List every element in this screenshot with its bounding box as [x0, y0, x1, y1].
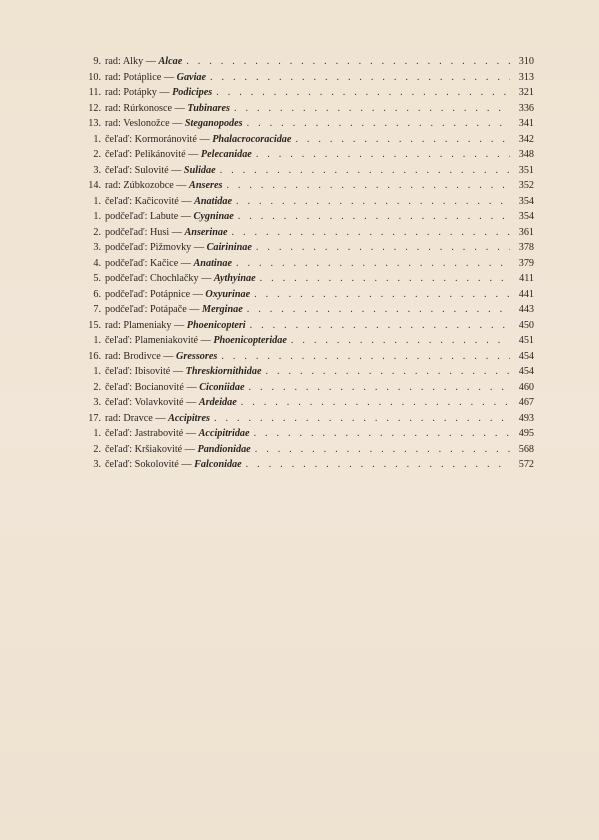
entry-latin-name: Podicipes — [172, 87, 213, 98]
entry-rank: čeľaď: — [105, 397, 133, 408]
entry-latin-name: Oxyurinae — [205, 288, 251, 300]
entry-latin-name: Anatinae — [193, 257, 233, 269]
entry-latin-name: Ciconiidae — [199, 381, 245, 393]
entry-separator: — — [163, 71, 175, 83]
entry-page-number: 342 — [518, 133, 534, 145]
dot-leader — [254, 426, 510, 442]
entry-separator: — — [181, 459, 192, 470]
dot-leader — [236, 194, 510, 210]
toc-family-entry — [84, 442, 534, 458]
entry-number: 6. — [93, 288, 101, 300]
toc-family-entry — [84, 132, 534, 148]
dot-leader — [220, 163, 510, 179]
entry-vernacular-name: Chochlačky — [149, 273, 199, 284]
dot-leader — [260, 271, 510, 287]
dot-leader — [250, 318, 510, 334]
entry-number: 2. — [93, 443, 101, 455]
toc-order-entry — [84, 54, 534, 70]
entry-title — [101, 194, 232, 210]
entry-vernacular-name: Bocianovité — [134, 381, 184, 393]
entry-separator: — — [171, 164, 182, 176]
entry-separator: — — [186, 381, 197, 393]
entry-title — [101, 147, 252, 163]
dot-leader — [216, 85, 510, 101]
entry-vernacular-name: Dravce — [123, 412, 153, 424]
entry-vernacular-name: Plameniakovité — [134, 335, 199, 346]
entry-rank: čeľaď: — [105, 381, 133, 393]
dot-leader — [256, 240, 510, 256]
entry-number: 14. — [88, 180, 101, 191]
dot-leader — [232, 225, 510, 241]
toc-family-entry — [84, 333, 534, 349]
entry-vernacular-name: Potáplice — [123, 71, 162, 83]
entry-vernacular-name: Kačicovité — [134, 195, 179, 207]
dot-leader — [265, 364, 510, 380]
entry-separator: — — [185, 428, 197, 439]
entry-page-number: 441 — [518, 288, 534, 300]
entry-title — [101, 225, 228, 241]
entry-page-number: 341 — [518, 118, 534, 129]
entry-separator: — — [184, 443, 195, 455]
entry-page-number: 411 — [519, 273, 534, 284]
entry-title — [101, 457, 242, 473]
entry-separator: — — [188, 149, 199, 160]
entry-title — [101, 271, 256, 287]
toc-order-entry — [84, 116, 534, 132]
entry-rank: rad: — [105, 71, 121, 83]
entry-vernacular-name: Pelikánovité — [134, 149, 186, 160]
entry-vernacular-name: Plameniaky — [123, 319, 172, 331]
dot-leader — [247, 302, 510, 318]
entry-page-number: 495 — [518, 428, 534, 439]
entry-separator: — — [174, 319, 185, 331]
entry-title — [101, 411, 210, 427]
entry-latin-name: Sulidae — [183, 164, 216, 176]
toc-order-entry — [84, 85, 534, 101]
entry-page-number: 572 — [518, 459, 534, 470]
dot-leader — [186, 54, 510, 70]
entry-rank: čeľaď: — [105, 335, 133, 346]
entry-rank: rad: — [105, 118, 121, 129]
entry-rank: čeľaď: — [105, 428, 133, 439]
entry-title — [101, 178, 222, 194]
entry-page-number: 348 — [518, 149, 534, 160]
entry-vernacular-name: Kačice — [149, 257, 179, 269]
entry-rank: rad: — [105, 412, 121, 424]
entry-page-number: 361 — [518, 226, 534, 238]
entry-rank: podčeľaď: — [105, 211, 148, 222]
entry-vernacular-name: Veslonožce — [123, 118, 170, 129]
entry-vernacular-name: Potápky — [123, 87, 157, 98]
entry-title — [101, 302, 243, 318]
entry-separator: — — [181, 195, 192, 207]
entry-number: 1. — [93, 428, 101, 439]
entry-latin-name: Accipitridae — [198, 428, 250, 439]
dot-leader — [254, 287, 510, 303]
entry-number: 1. — [93, 195, 101, 207]
entry-latin-name: Phalacrocoracidae — [212, 133, 292, 145]
entry-number: 16. — [88, 350, 101, 362]
entry-separator: — — [174, 102, 185, 114]
entry-number: 1. — [93, 366, 101, 377]
entry-number: 3. — [93, 164, 101, 176]
entry-number: 12. — [88, 102, 101, 114]
dot-leader — [291, 333, 510, 349]
toc-order-entry — [84, 349, 534, 365]
toc-family-entry — [84, 194, 534, 210]
toc-order-entry — [84, 318, 534, 334]
entry-number: 4. — [93, 257, 101, 269]
entry-latin-name: Steganopodes — [184, 118, 243, 129]
entry-rank: podčeľaď: — [105, 304, 148, 315]
entry-title — [101, 132, 291, 148]
entry-latin-name: Aythyinae — [213, 273, 256, 284]
entry-rank: rad: — [105, 319, 121, 331]
entry-latin-name: Anatidae — [194, 195, 233, 207]
entry-separator: — — [180, 211, 191, 222]
entry-vernacular-name: Potápnice — [149, 288, 191, 300]
entry-number: 11. — [88, 87, 101, 98]
entry-number: 3. — [93, 397, 101, 408]
entry-title — [101, 116, 243, 132]
entry-vernacular-name: Sulovité — [134, 164, 169, 176]
entry-vernacular-name: Ibisovité — [134, 366, 171, 377]
entry-page-number: 321 — [518, 87, 534, 98]
entry-number: 2. — [93, 381, 101, 393]
entry-page-number: 467 — [518, 397, 534, 408]
entry-latin-name: Pelecanidae — [200, 149, 252, 160]
dot-leader — [295, 132, 510, 148]
entry-separator: — — [163, 350, 174, 362]
entry-latin-name: Anserinae — [184, 226, 228, 238]
entry-number: 13. — [88, 118, 101, 129]
entry-title — [101, 287, 250, 303]
entry-separator: — — [193, 242, 205, 253]
entry-separator: — — [201, 273, 212, 284]
toc-family-entry — [84, 302, 534, 318]
dot-leader — [255, 442, 510, 458]
entry-latin-name: Cygninae — [193, 211, 234, 222]
toc-family-entry — [84, 287, 534, 303]
entry-number: 15. — [88, 319, 101, 331]
entry-title — [101, 85, 212, 101]
entry-page-number: 454 — [518, 350, 534, 362]
entry-number: 10. — [88, 71, 101, 83]
entry-vernacular-name: Potápače — [149, 304, 187, 315]
entry-rank: čeľaď: — [105, 133, 133, 145]
toc-family-entry — [84, 240, 534, 256]
entry-latin-name: Falconidae — [194, 459, 242, 470]
entry-separator: — — [180, 257, 191, 269]
entry-latin-name: Ardeidae — [198, 397, 237, 408]
entry-title — [101, 380, 244, 396]
entry-rank: podčeľaď: — [105, 257, 148, 269]
entry-separator: — — [199, 133, 210, 145]
entry-title — [101, 318, 246, 334]
toc-family-entry — [84, 209, 534, 225]
entry-rank: podčeľaď: — [105, 288, 148, 300]
entry-page-number: 354 — [518, 211, 534, 222]
entry-title — [101, 426, 250, 442]
entry-separator: — — [186, 397, 197, 408]
entry-number: 1. — [93, 335, 101, 346]
entry-separator: — — [155, 412, 166, 424]
entry-rank: rad: — [105, 56, 121, 67]
entry-rank: čeľaď: — [105, 366, 133, 377]
dot-leader — [241, 395, 510, 411]
dot-leader — [214, 411, 510, 427]
entry-separator: — — [172, 118, 183, 129]
entry-separator: — — [172, 366, 184, 377]
entry-page-number: 568 — [518, 443, 534, 455]
entry-number: 1. — [93, 211, 101, 222]
toc-family-entry — [84, 271, 534, 287]
entry-number: 2. — [93, 149, 101, 160]
dot-leader — [236, 256, 510, 272]
entry-page-number: 351 — [518, 164, 534, 176]
toc-family-entry — [84, 225, 534, 241]
entry-separator: — — [200, 335, 211, 346]
entry-rank: čeľaď: — [105, 443, 133, 455]
entry-rank: rad: — [105, 102, 121, 114]
entry-vernacular-name: Jastrabovité — [134, 428, 184, 439]
entry-separator: — — [171, 226, 182, 238]
entry-latin-name: Merginae — [202, 304, 243, 315]
entry-separator: — — [176, 180, 187, 191]
entry-rank: čeľaď: — [105, 459, 133, 470]
entry-latin-name: Pandionidae — [197, 443, 251, 455]
entry-rank: rad: — [105, 180, 121, 191]
entry-number: 5. — [93, 273, 101, 284]
entry-rank: rad: — [105, 87, 121, 98]
dot-leader — [256, 147, 510, 163]
entry-vernacular-name: Kršiakovité — [134, 443, 183, 455]
entry-vernacular-name: Sokolovité — [134, 459, 179, 470]
entry-number: 3. — [93, 242, 101, 253]
entry-page-number: 336 — [518, 102, 534, 114]
entry-page-number: 354 — [518, 195, 534, 207]
dot-leader — [247, 116, 510, 132]
entry-page-number: 310 — [518, 56, 534, 67]
toc-family-entry — [84, 163, 534, 179]
entry-vernacular-name: Pižmovky — [149, 242, 192, 253]
dot-leader — [234, 101, 510, 117]
entry-page-number: 379 — [518, 257, 534, 269]
entry-title — [101, 163, 216, 179]
dot-leader — [248, 380, 510, 396]
entry-rank: čeľaď: — [105, 149, 133, 160]
dot-leader — [226, 178, 510, 194]
entry-rank: čeľaď: — [105, 195, 133, 207]
entry-vernacular-name: Husi — [149, 226, 170, 238]
entry-latin-name: Alcae — [158, 56, 183, 67]
entry-vernacular-name: Rúrkonosce — [123, 102, 173, 114]
entry-page-number: 313 — [518, 71, 534, 83]
table-of-contents — [84, 54, 534, 473]
entry-number: 9. — [93, 56, 101, 67]
entry-page-number: 493 — [518, 412, 534, 424]
entry-latin-name: Tubinares — [187, 102, 230, 114]
entry-latin-name: Cairininae — [206, 242, 252, 253]
entry-title — [101, 395, 237, 411]
entry-title — [101, 209, 234, 225]
entry-rank: rad: — [105, 350, 121, 362]
entry-title — [101, 442, 251, 458]
toc-family-entry — [84, 457, 534, 473]
entry-latin-name: Anseres — [189, 180, 223, 191]
entry-title — [101, 256, 232, 272]
entry-number: 2. — [93, 226, 101, 238]
toc-family-entry — [84, 395, 534, 411]
entry-separator: — — [145, 56, 156, 67]
entry-page-number: 454 — [518, 366, 534, 377]
entry-latin-name: Phoenicopteri — [186, 319, 246, 331]
toc-order-entry — [84, 70, 534, 86]
entry-number: 17. — [88, 412, 101, 424]
entry-rank: podčeľaď: — [105, 242, 148, 253]
entry-latin-name: Threskiornithidae — [185, 366, 262, 377]
toc-family-entry — [84, 380, 534, 396]
entry-page-number: 378 — [518, 242, 534, 253]
entry-vernacular-name: Brodivce — [123, 350, 161, 362]
entry-rank: podčeľaď: — [105, 226, 148, 238]
entry-rank: čeľaď: — [105, 164, 133, 176]
entry-title — [101, 54, 182, 70]
entry-title — [101, 349, 217, 365]
entry-vernacular-name: Zúbkozobce — [123, 180, 174, 191]
entry-number: 3. — [93, 459, 101, 470]
toc-order-entry — [84, 101, 534, 117]
dot-leader — [246, 457, 510, 473]
toc-family-entry — [84, 256, 534, 272]
entry-title — [101, 101, 230, 117]
entry-title — [101, 240, 252, 256]
entry-title — [101, 333, 287, 349]
dot-leader — [238, 209, 510, 225]
entry-vernacular-name: Labute — [149, 211, 179, 222]
entry-separator: — — [159, 87, 170, 98]
entry-vernacular-name: Alky — [122, 56, 144, 67]
entry-latin-name: Accipitres — [168, 412, 210, 424]
toc-family-entry — [84, 364, 534, 380]
entry-latin-name: Gaviae — [176, 71, 207, 83]
entry-page-number: 352 — [518, 180, 534, 191]
entry-page-number: 443 — [518, 304, 534, 315]
toc-order-entry — [84, 178, 534, 194]
entry-title — [101, 364, 261, 380]
toc-family-entry — [84, 147, 534, 163]
entry-rank: podčeľaď: — [105, 273, 148, 284]
entry-separator: — — [192, 288, 203, 300]
toc-order-entry — [84, 411, 534, 427]
entry-latin-name: Gressores — [176, 350, 218, 362]
entry-vernacular-name: Kormoránovité — [134, 133, 197, 145]
toc-family-entry — [84, 426, 534, 442]
entry-title — [101, 70, 206, 86]
entry-latin-name: Phoenicopteridae — [213, 335, 287, 346]
dot-leader — [210, 70, 510, 86]
entry-separator: — — [189, 304, 200, 315]
entry-number: 7. — [93, 304, 101, 315]
entry-page-number: 460 — [518, 381, 534, 393]
entry-page-number: 450 — [518, 319, 534, 331]
entry-number: 1. — [93, 133, 101, 145]
entry-vernacular-name: Volavkovité — [134, 397, 184, 408]
dot-leader — [221, 349, 510, 365]
entry-page-number: 451 — [518, 335, 534, 346]
